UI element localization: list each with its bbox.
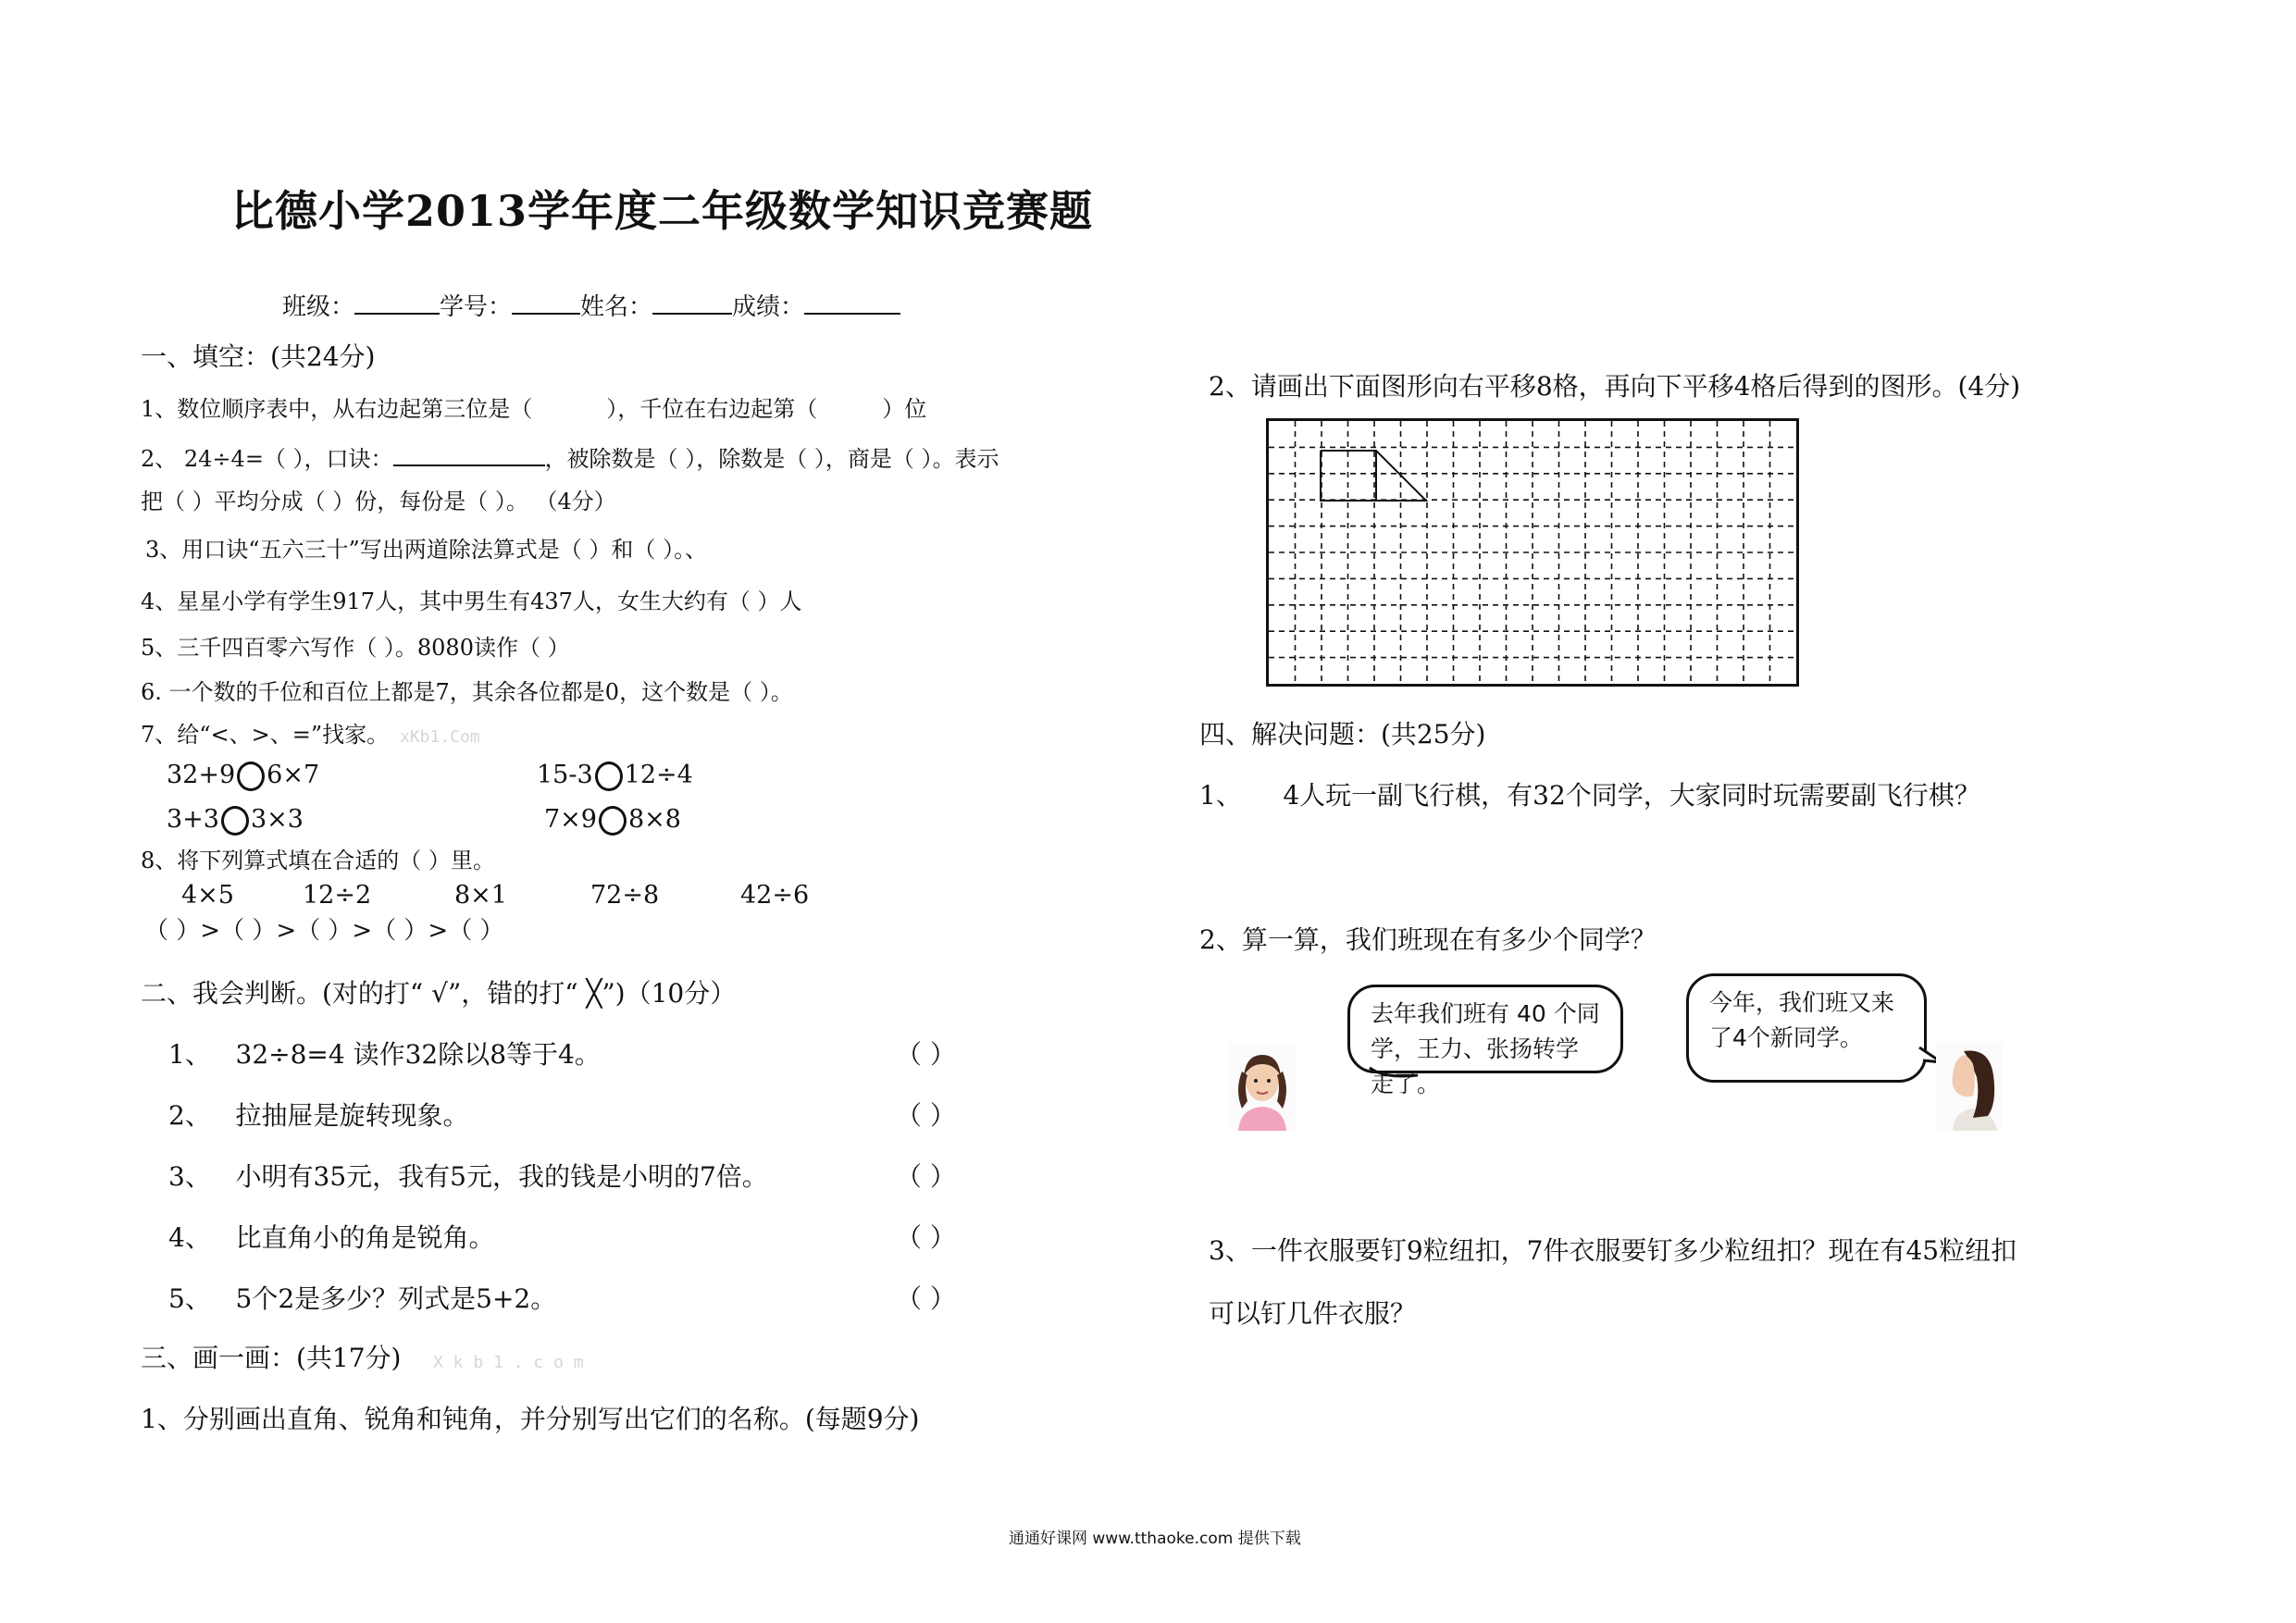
q8-expr-2: 12÷2 [303,881,372,910]
s4-question-3-line2: 可以钉几件衣服？ [1209,1298,1417,1329]
q8-expr-4: 72÷8 [590,881,660,910]
bubble-left-text: 去年我们班有 40 个同学，王力、张扬转学走了。 [1371,1000,1600,1097]
judge-item-4 [168,1223,495,1253]
s1-q2-part-b: ，被除数是（ ），除数是（ ），商是（ ）。表示 [544,446,999,472]
s1-question-1 [141,394,926,424]
bubble-right-text: 今年，我们班又来了4个新同学。 [1709,989,1895,1051]
judge-num: 5、 [168,1283,211,1314]
translation-grid[interactable] [1266,418,1799,687]
class-label: 班级： [282,293,355,321]
q8-expr-3: 8×1 [454,881,507,910]
header-fields [282,291,900,322]
compare-circle[interactable] [221,806,249,836]
girl-profile-image [1936,1042,2003,1131]
q8-expr-5: 42÷6 [740,881,810,910]
s1-question-2b: 把（ ）平均分成（ ）份，每份是（ ）。 （4分） [141,489,616,514]
s1-q2-part-a: 2、 24÷4=（ ），口诀： [141,446,393,472]
compare-circle[interactable] [595,762,623,791]
section2-heading: 二、我会判断。(对的打“ √”，错的打“ ╳”)（10分） [141,978,737,1009]
s4-q1-text: 4人玩一副飞行棋，有32个同学，大家同时玩需要副飞行棋？ [1283,780,1980,811]
compare-left: 7×9 [544,805,597,834]
judge-item-1 [168,1040,601,1070]
judge-mark-1[interactable]: （ ） [896,1039,956,1070]
s3-question-1: 1、分别画出直角、锐角和钝角，并分别写出它们的名称。(每题9分) [141,1404,920,1434]
grid-lines [1269,421,1796,684]
girl-portrait-image [1229,1044,1296,1131]
compare-item-2 [537,761,693,791]
compare-right: 6×7 [267,761,320,789]
trapezoid-shape [1321,451,1426,501]
s1-q2-rhyme-blank[interactable] [393,442,545,466]
girl-profile-drawing [1936,1042,2003,1131]
compare-circle[interactable] [599,806,627,836]
compare-left: 15-3 [537,761,593,789]
s1-q1-part-b: ），千位在右边起第（ [606,396,818,422]
judge-text: 32÷8=4 读作32除以8等于4。 [235,1039,601,1070]
compare-circle[interactable] [237,762,265,791]
compare-item-4 [544,805,681,836]
judge-item-2 [168,1101,469,1131]
compare-right: 8×8 [627,805,681,834]
speech-bubble-left [1347,985,1623,1097]
page-footer: 通通好课网 www.tthaoke.com 提供下载 [1009,1530,1301,1548]
compare-left: 32+9 [167,761,236,789]
judge-text: 比直角小的角是锐角。 [235,1222,495,1253]
heading-watermark: X k b 1 . c o m [433,1353,584,1372]
judge-mark-4[interactable]: （ ） [896,1222,956,1253]
score-blank[interactable] [804,291,900,315]
score-label: 成绩： [732,293,805,321]
s4-question-3-line1: 3、一件衣服要钉9粒纽扣，7件衣服要钉多少粒纽扣？现在有45粒纽扣 [1209,1235,2017,1266]
speech-bubble-right [1686,973,1927,1083]
number-label: 学号： [440,293,513,321]
s4-question-2: 2、算一算，我们班现在有多少个同学？ [1199,924,1657,955]
q7-watermark: xKb1.Com [400,727,480,747]
judge-text: 拉抽屉是旋转现象。 [235,1100,469,1131]
judge-num: 2、 [168,1100,211,1131]
judge-text: 小明有35元，我有5元，我的钱是小明的7倍。 [235,1161,768,1192]
q8-expr-1: 4×5 [181,881,234,910]
s1-question-3: 3、用口诀“五六三十”写出两道除法算式是（ ）和（ ）。、 [145,537,708,563]
compare-left: 3+3 [167,805,219,834]
name-label: 姓名： [580,293,653,321]
judge-num: 4、 [168,1222,211,1253]
section3-heading: 三、画一画：(共17分) [141,1343,402,1373]
compare-item-1 [167,761,319,791]
judge-mark-5[interactable]: （ ） [896,1283,956,1314]
class-blank[interactable] [354,291,440,315]
compare-right: 3×3 [250,805,304,834]
compare-item-3 [167,805,304,836]
s1-q1-part-c: ）位 [882,396,927,422]
s1-question-2 [141,442,999,474]
judge-num: 3、 [168,1161,211,1192]
section4-heading: 四、解决问题：(共25分) [1199,719,1486,750]
judge-mark-2[interactable]: （ ） [896,1100,956,1131]
s4-q1-num: 1、 [1199,780,1242,811]
girl-portrait-drawing [1229,1044,1296,1131]
s1-question-7: 7、给“<、>、=”找家。 [141,722,390,748]
s1-question-4: 4、星星小学有学生917人，其中男生有437人，女生大约有（ ）人 [141,588,802,614]
number-blank[interactable] [512,291,580,315]
judge-item-5 [168,1284,556,1314]
trapezoid-outline [1321,451,1426,501]
judge-mark-3[interactable]: （ ） [896,1161,956,1192]
compare-right: 12÷4 [624,761,693,789]
s3-question-2: 2、请画出下面图形向右平移8格，再向下平移4格后得到的图形。(4分) [1209,371,2021,402]
name-blank[interactable] [652,291,732,315]
page-title: 比德小学2013学年度二年级数学知识竞赛题 [231,186,1094,236]
section1-heading: 一、填空：(共24分) [141,341,376,372]
judge-item-3 [168,1162,768,1192]
bubble-left-tail [1366,1062,1421,1083]
q8-blanks[interactable]: （ ）>（ ）>（ ）>（ ）>（ ） [144,917,504,945]
judge-text: 5个2是多少？列式是5+2。 [235,1283,557,1314]
s1-question-5: 5、三千四百零六写作（ ）。8080读作（ ） [141,635,570,661]
s1-question-8: 8、将下列算式填在合适的（ ）里。 [141,848,495,873]
s1-q1-part-a: 1、数位顺序表中，从右边起第三位是（ [141,396,533,422]
s4-question-1 [1199,781,1980,811]
s1-question-6: 6. 一个数的千位和百位上都是7，其余各位都是0，这个数是（ ）。 [141,679,793,705]
judge-num: 1、 [168,1039,211,1070]
